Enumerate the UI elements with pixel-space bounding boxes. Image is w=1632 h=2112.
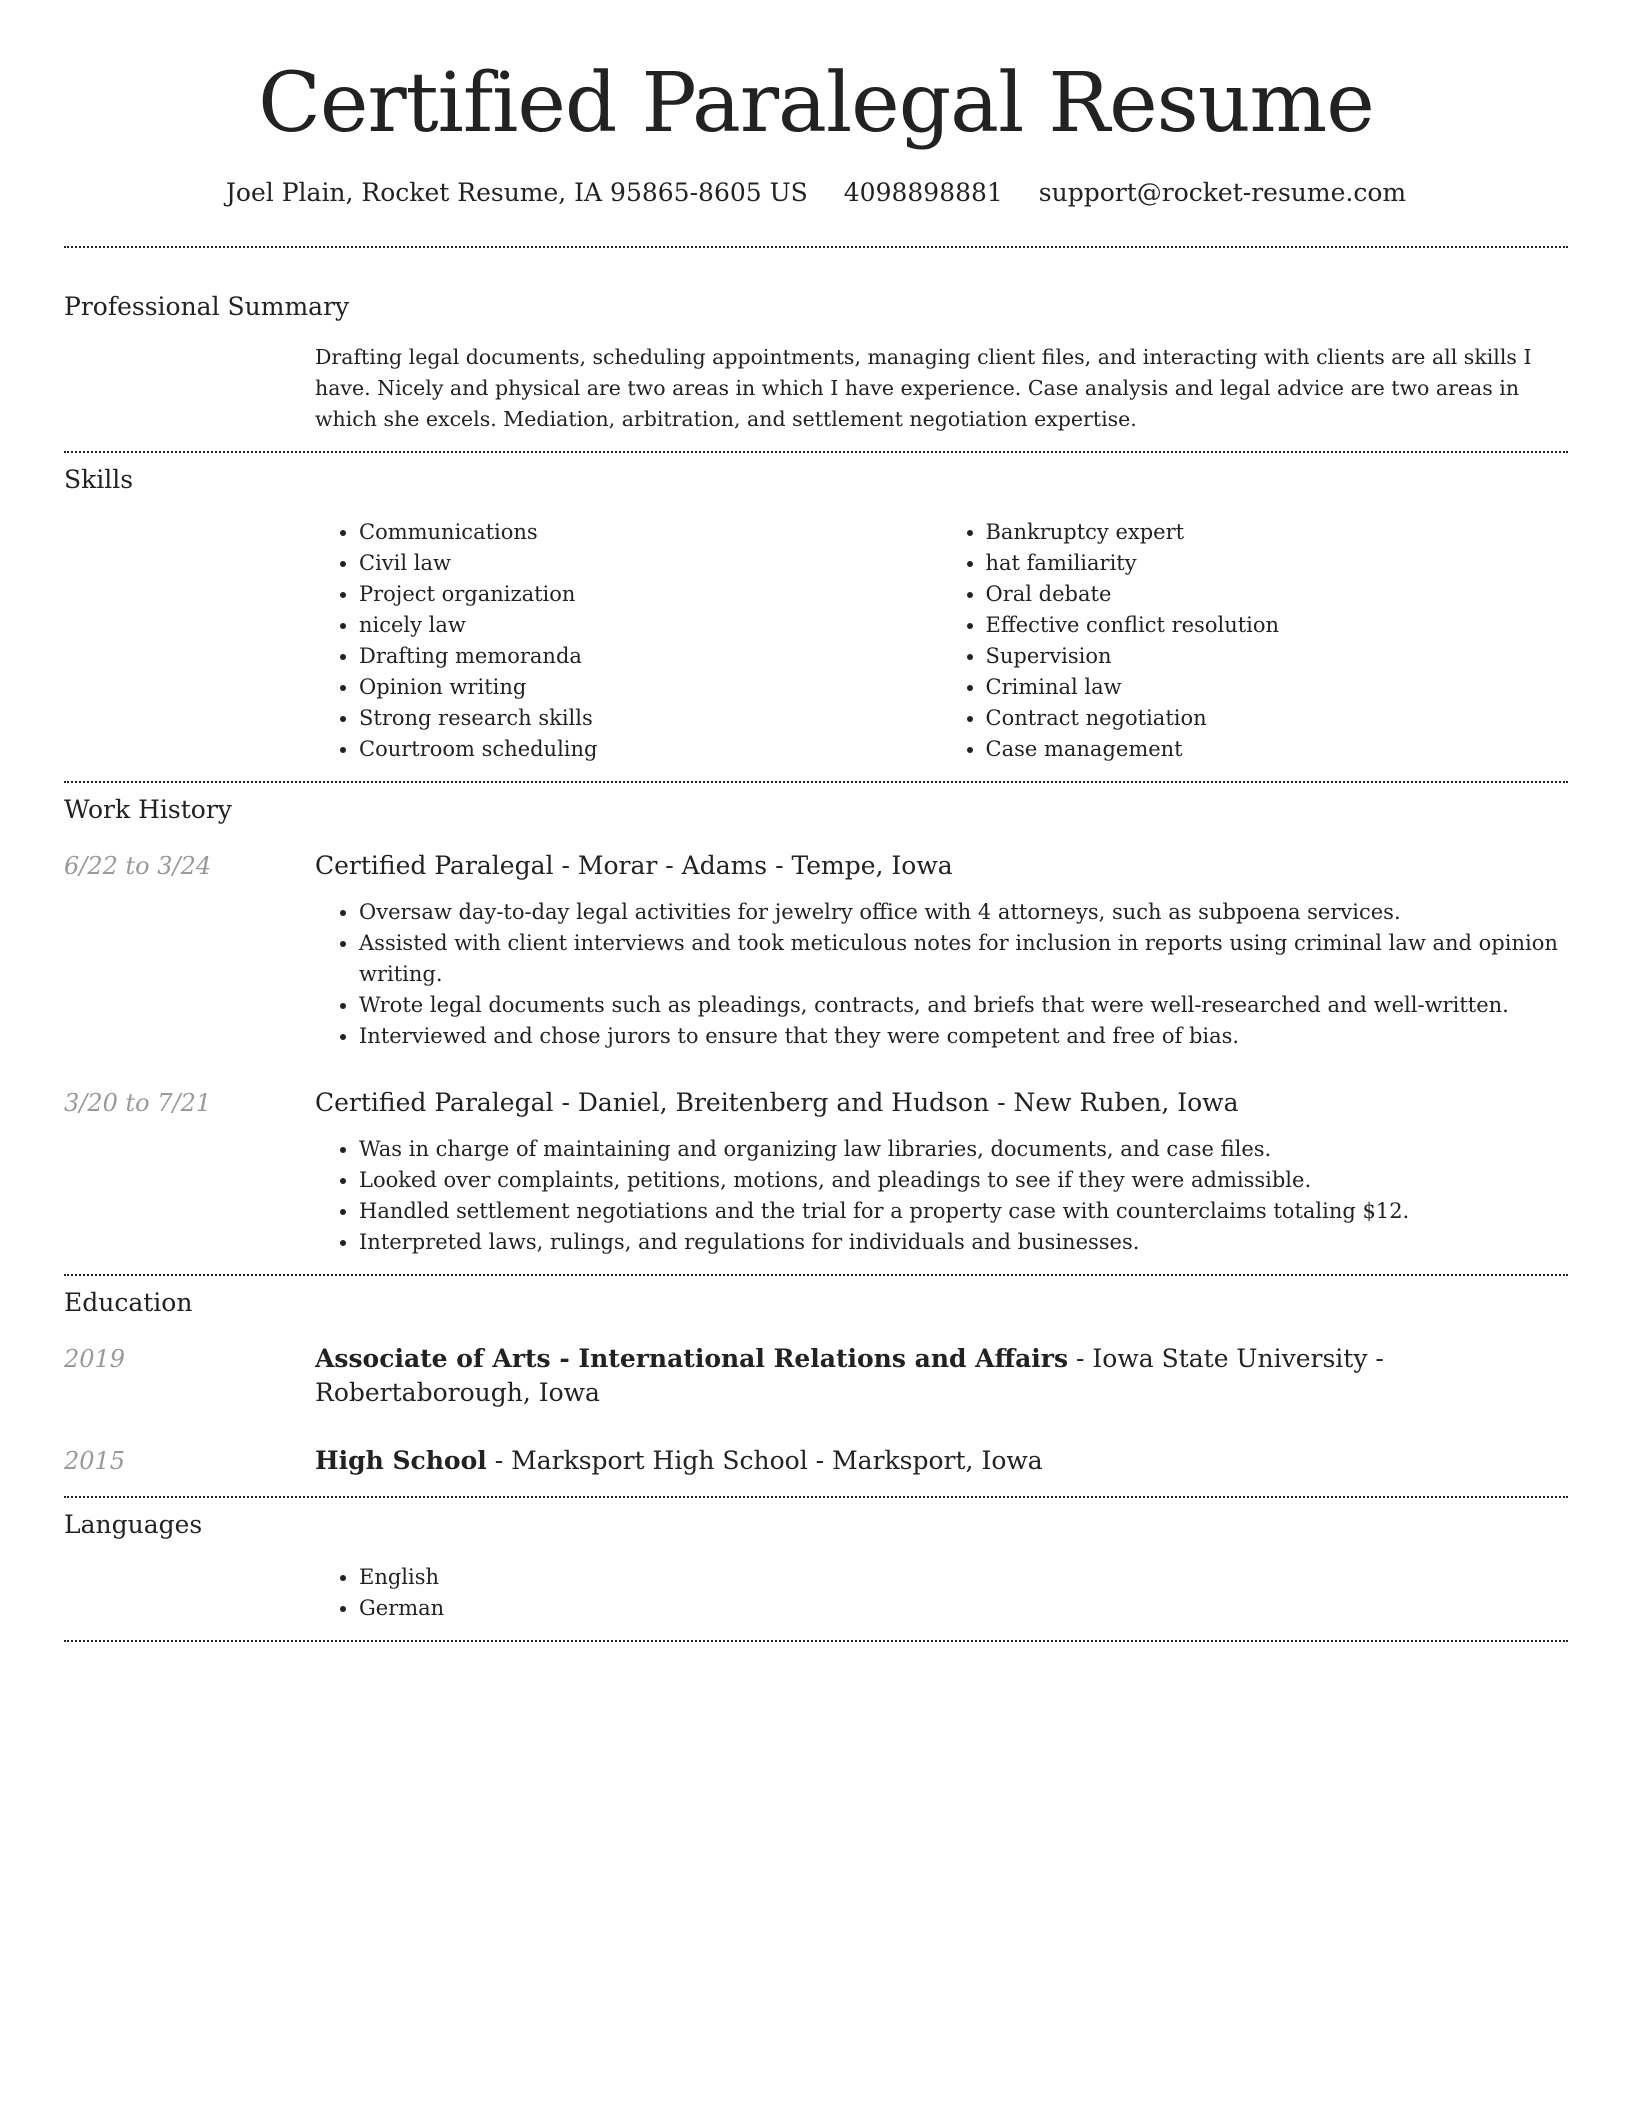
job-bullet: • Interviewed and chose jurors to ensure that they were competent and free of bias. [359, 1021, 1568, 1052]
languages-section [64, 1498, 1568, 1640]
skill-item: • nicely law [359, 610, 942, 641]
job-role: Certified Paralegal [315, 1088, 554, 1117]
job-bullet: • Oversaw day-to-day legal activities for jewelry office with 4 attorneys, such as subpoena services. [359, 897, 1568, 928]
language-item: • English [359, 1562, 1568, 1593]
job-bullets [315, 1134, 1568, 1258]
languages-heading: Languages [64, 1510, 203, 1539]
education-heading: Education [64, 1288, 193, 1317]
summary-heading: Professional Summary [64, 292, 350, 321]
skills-section [64, 453, 1568, 781]
skill-item: • Opinion writing [359, 672, 942, 703]
skill-item: • Criminal law [986, 672, 1569, 703]
summary-text: Drafting legal documents, scheduling appointments, managing client files, and interacting with clients are all skills I have. Nicely and physical are two areas in which I have experience. Case analysis and legal advice are two areas in which she excels. Mediation, arbitration, and settlement negotiation expertise. [315, 345, 1532, 431]
education-title [315, 1444, 1568, 1478]
skill-item: • Effective conflict resolution [986, 610, 1569, 641]
job-role: Certified Paralegal [315, 851, 554, 880]
job-dates: 6/22 to 3/24 [64, 852, 212, 880]
job-employer: - Morar - Adams - Tempe, Iowa [553, 851, 953, 880]
skill-item: • Oral debate [986, 579, 1569, 610]
job-bullet: • Handled settlement negotiations and the trial for a property case with counterclaims totaling $12. [359, 1196, 1568, 1227]
resume-page [64, 0, 1568, 1642]
contact-phone: 4098898881 [843, 178, 1003, 207]
divider [64, 1640, 1568, 1642]
work-heading: Work History [64, 795, 232, 824]
skill-item: • Contract negotiation [986, 703, 1569, 734]
education-title [315, 1342, 1568, 1410]
education-school: - Iowa State University - Robertaborough, Iowa [315, 1344, 1384, 1407]
skill-item: • Bankruptcy expert [986, 517, 1569, 548]
skill-item: • Drafting memoranda [359, 641, 942, 672]
skill-item: • Supervision [986, 641, 1569, 672]
education-entry [64, 1342, 1568, 1410]
skill-item: • Case management [986, 734, 1569, 765]
languages-list [315, 1562, 1568, 1624]
work-section [64, 783, 1568, 1274]
education-year: 2019 [64, 1345, 126, 1373]
contact-line [64, 176, 1568, 210]
job-dates: 3/20 to 7/21 [64, 1089, 212, 1117]
summary-section [64, 248, 1568, 451]
skill-item: • Courtroom scheduling [359, 734, 942, 765]
resume-title: Certified Paralegal Resume [258, 56, 1374, 151]
job-entry [64, 1086, 1568, 1258]
education-degree: Associate of Arts - International Relations and Affairs [315, 1344, 1069, 1373]
education-year: 2015 [64, 1447, 126, 1475]
education-entry [64, 1444, 1568, 1478]
job-bullets [315, 897, 1568, 1052]
skills-list-left [315, 517, 942, 765]
contact-email: support@rocket-resume.com [1038, 178, 1407, 207]
job-bullet: • Wrote legal documents such as pleadings, contracts, and briefs that were well-researched and well-written. [359, 990, 1568, 1021]
skill-item: • hat familiarity [986, 548, 1569, 579]
skill-item: • Project organization [359, 579, 942, 610]
job-title [315, 1086, 1568, 1120]
job-entry [64, 849, 1568, 1052]
job-employer: - Daniel, Breitenberg and Hudson - New Ruben, Iowa [553, 1088, 1239, 1117]
education-school: - Marksport High School - Marksport, Iowa [486, 1446, 1043, 1475]
job-title [315, 849, 1568, 883]
job-bullet: • Looked over complaints, petitions, motions, and pleadings to see if they were admissible. [359, 1165, 1568, 1196]
skill-item: • Communications [359, 517, 942, 548]
skill-item: • Civil law [359, 548, 942, 579]
job-bullet: • Interpreted laws, rulings, and regulations for individuals and businesses. [359, 1227, 1568, 1258]
education-section [64, 1276, 1568, 1496]
skill-item: • Strong research skills [359, 703, 942, 734]
education-degree: High School [315, 1446, 487, 1475]
skills-list-right [942, 517, 1569, 765]
language-item: • German [359, 1593, 1568, 1624]
job-bullet: • Was in charge of maintaining and organizing law libraries, documents, and case files. [359, 1134, 1568, 1165]
skills-heading: Skills [64, 465, 134, 494]
job-bullet: • Assisted with client interviews and took meticulous notes for inclusion in reports using criminal law and opinion writing. [359, 928, 1568, 990]
contact-address: Joel Plain, Rocket Resume, IA 95865-8605 US [225, 178, 808, 207]
